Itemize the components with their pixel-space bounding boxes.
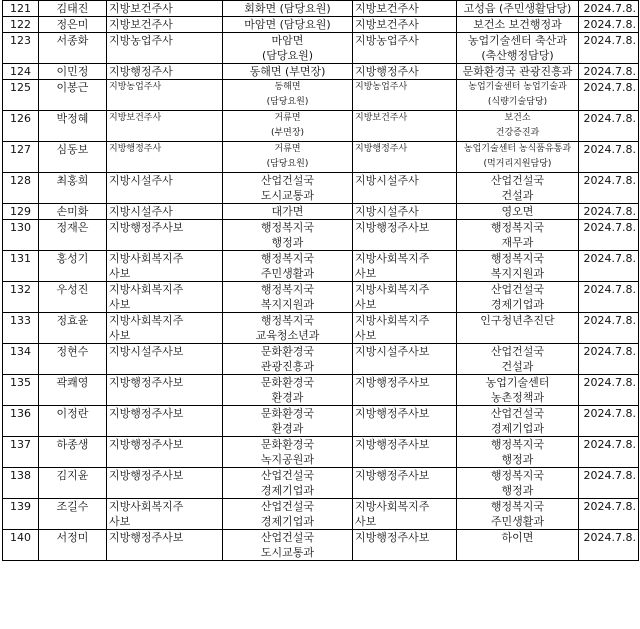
cell-new-post: [457, 17, 579, 33]
cell-current-rank: [107, 437, 223, 468]
cell-line: 지방행정주사: [109, 144, 162, 154]
cell-current-post: [223, 406, 353, 437]
cell-line: 행정복지국: [490, 252, 545, 265]
cell-line: 산업건설국: [490, 345, 545, 358]
cell-current-post: [223, 530, 353, 561]
cell-name: 조길수: [39, 499, 107, 530]
cell-new-post: [457, 468, 579, 499]
cell-current-post: [223, 220, 353, 251]
table-row: [3, 142, 639, 173]
cell-line: 지방행정주사: [355, 65, 419, 78]
cell-new-post: [457, 251, 579, 282]
cell-current-post: [223, 17, 353, 33]
cell-line: 지방행정주사보: [355, 531, 430, 544]
cell-line: 지방농업주사: [109, 34, 173, 47]
cell-current-rank: [107, 530, 223, 561]
cell-line: 지방보건주사: [355, 18, 419, 31]
cell-line: 건설과: [501, 360, 534, 373]
cell-number: 137: [3, 437, 39, 468]
cell-name: 정재은: [39, 220, 107, 251]
table-row: [3, 282, 639, 313]
cell-line: 지방시설주사: [355, 174, 419, 187]
cell-line: 사보: [109, 329, 131, 342]
cell-line: 영오면: [501, 205, 534, 218]
cell-line: (부면장): [270, 128, 305, 138]
cell-line: 주민생활과: [490, 515, 545, 528]
cell-new-rank: [353, 251, 457, 282]
cell-line: 행정복지국: [490, 500, 545, 513]
cell-line: 농업기술센터 축산과: [467, 34, 568, 47]
cell-line: 산업건설국: [260, 469, 315, 482]
cell-line: 행정복지국: [260, 252, 315, 265]
cell-current-rank: [107, 33, 223, 64]
table-row: [3, 173, 639, 204]
cell-line: 건강증진과: [495, 128, 540, 138]
cell-number: 121: [3, 1, 39, 17]
cell-line: 사보: [355, 267, 377, 280]
cell-number: 127: [3, 142, 39, 173]
cell-number: 133: [3, 313, 39, 344]
cell-line: 지방보건주사: [109, 113, 162, 123]
table-row: [3, 437, 639, 468]
cell-current-post: [223, 111, 353, 142]
cell-current-post: [223, 80, 353, 111]
cell-new-rank: [353, 204, 457, 220]
cell-line: 복지지원과: [260, 298, 315, 311]
cell-line: 보건소: [504, 113, 531, 123]
cell-line: 농업기술센터 농식품유통과: [463, 144, 572, 154]
cell-date: 2024.7.8.: [579, 204, 639, 220]
cell-number: 134: [3, 344, 39, 375]
cell-line: 관광진흥과: [260, 360, 315, 373]
cell-date: 2024.7.8.: [579, 80, 639, 111]
cell-new-rank: [353, 499, 457, 530]
cell-current-rank: [107, 282, 223, 313]
cell-line: 문화환경국 관광진흥과: [462, 65, 573, 78]
cell-line: 사보: [109, 515, 131, 528]
cell-line: 산업건설국: [260, 174, 315, 187]
cell-number: 132: [3, 282, 39, 313]
cell-line: 지방행정주사보: [355, 469, 430, 482]
cell-date: 2024.7.8.: [579, 375, 639, 406]
cell-line: 경제기업과: [260, 515, 315, 528]
cell-number: 138: [3, 468, 39, 499]
cell-line: 지방사회복지주: [355, 283, 430, 296]
cell-name: 정현수: [39, 344, 107, 375]
cell-line: 지방행정주사보: [109, 376, 184, 389]
cell-new-post: [457, 406, 579, 437]
cell-current-post: [223, 173, 353, 204]
cell-current-rank: [107, 142, 223, 173]
cell-new-post: [457, 173, 579, 204]
cell-new-rank: [353, 530, 457, 561]
cell-name: 이봉근: [39, 80, 107, 111]
cell-line: 마암면 (담당요원): [244, 18, 331, 31]
cell-new-rank: [353, 33, 457, 64]
table-row: [3, 33, 639, 64]
cell-line: 행정과: [271, 236, 304, 249]
cell-name: 김태진: [39, 1, 107, 17]
cell-new-post: [457, 142, 579, 173]
cell-line: (먹거리지원담당): [483, 159, 552, 169]
cell-new-rank: [353, 111, 457, 142]
cell-line: 지방행정주사: [355, 144, 408, 154]
cell-line: 재무과: [501, 236, 534, 249]
cell-line: 동해면: [274, 82, 301, 92]
cell-line: 행정복지국: [490, 438, 545, 451]
table-row: [3, 80, 639, 111]
table-row: [3, 220, 639, 251]
cell-new-post: [457, 204, 579, 220]
cell-current-rank: [107, 17, 223, 33]
cell-current-rank: [107, 64, 223, 80]
cell-date: 2024.7.8.: [579, 530, 639, 561]
cell-date: 2024.7.8.: [579, 220, 639, 251]
cell-date: 2024.7.8.: [579, 437, 639, 468]
cell-line: 산업건설국: [490, 174, 545, 187]
cell-line: 경제기업과: [490, 298, 545, 311]
cell-line: 사보: [355, 298, 377, 311]
cell-current-rank: [107, 313, 223, 344]
cell-new-post: [457, 530, 579, 561]
cell-name: 정은미: [39, 17, 107, 33]
cell-line: 행정복지국: [490, 469, 545, 482]
cell-line: 산업건설국: [260, 500, 315, 513]
cell-line: 지방보건주사: [355, 113, 408, 123]
cell-new-rank: [353, 375, 457, 406]
cell-date: 2024.7.8.: [579, 173, 639, 204]
cell-line: (축산행정담당): [481, 49, 554, 62]
cell-number: 126: [3, 111, 39, 142]
cell-current-rank: [107, 220, 223, 251]
cell-current-post: [223, 499, 353, 530]
cell-new-post: [457, 80, 579, 111]
cell-line: 거류면: [274, 144, 301, 154]
cell-line: 마암면: [271, 34, 304, 47]
cell-line: 지방보건주사: [109, 18, 173, 31]
cell-line: 도시교통과: [260, 189, 315, 202]
cell-new-rank: [353, 344, 457, 375]
cell-new-rank: [353, 173, 457, 204]
cell-line: 지방농업주사: [355, 34, 419, 47]
cell-new-post: [457, 499, 579, 530]
cell-line: 보건소 보건행정과: [473, 18, 562, 31]
cell-current-rank: [107, 251, 223, 282]
table-row: [3, 375, 639, 406]
table-row: [3, 204, 639, 220]
cell-new-post: [457, 344, 579, 375]
cell-line: 문화환경국: [260, 376, 315, 389]
cell-name: 최홍희: [39, 173, 107, 204]
cell-number: 140: [3, 530, 39, 561]
cell-line: (담당요원): [266, 97, 309, 107]
cell-date: 2024.7.8.: [579, 17, 639, 33]
cell-number: 135: [3, 375, 39, 406]
cell-current-post: [223, 1, 353, 17]
cell-line: 사보: [355, 515, 377, 528]
table-body: [3, 1, 639, 561]
cell-number: 128: [3, 173, 39, 204]
cell-line: 산업건설국: [260, 531, 315, 544]
cell-number: 136: [3, 406, 39, 437]
table-row: [3, 468, 639, 499]
cell-line: 산업건설국: [490, 283, 545, 296]
cell-date: 2024.7.8.: [579, 282, 639, 313]
cell-line: 도시교통과: [260, 546, 315, 559]
cell-number: 125: [3, 80, 39, 111]
cell-name: 서정미: [39, 530, 107, 561]
cell-line: 지방농업주사: [109, 82, 162, 92]
cell-line: 지방시설주사보: [109, 345, 184, 358]
cell-line: 지방행정주사보: [109, 438, 184, 451]
cell-new-rank: [353, 220, 457, 251]
cell-date: 2024.7.8.: [579, 111, 639, 142]
table-row: [3, 344, 639, 375]
cell-line: 지방시설주사: [109, 205, 173, 218]
cell-date: 2024.7.8.: [579, 406, 639, 437]
cell-current-rank: [107, 204, 223, 220]
table-row: [3, 17, 639, 33]
cell-line: 회화면 (담당요원): [244, 2, 331, 15]
cell-line: 지방사회복지주: [355, 314, 430, 327]
cell-line: 건설과: [501, 189, 534, 202]
cell-line: 동해면 (부면장): [249, 65, 326, 78]
cell-line: 하이면: [501, 531, 534, 544]
cell-new-post: [457, 64, 579, 80]
cell-current-post: [223, 375, 353, 406]
cell-current-post: [223, 64, 353, 80]
cell-line: 행정복지국: [260, 283, 315, 296]
cell-line: 복지지원과: [490, 267, 545, 280]
table-row: [3, 406, 639, 437]
cell-current-rank: [107, 344, 223, 375]
table-row: [3, 499, 639, 530]
cell-line: 지방보건주사: [109, 2, 173, 15]
cell-name: 정효윤: [39, 313, 107, 344]
cell-current-rank: [107, 1, 223, 17]
cell-current-post: [223, 282, 353, 313]
cell-date: 2024.7.8.: [579, 344, 639, 375]
cell-new-post: [457, 282, 579, 313]
cell-line: 지방행정주사보: [355, 407, 430, 420]
cell-line: 지방행정주사보: [355, 221, 430, 234]
cell-line: 지방보건주사: [355, 2, 419, 15]
cell-new-post: [457, 111, 579, 142]
cell-new-rank: [353, 437, 457, 468]
cell-name: 심동보: [39, 142, 107, 173]
cell-name: 우성진: [39, 282, 107, 313]
cell-name: 박정혜: [39, 111, 107, 142]
cell-current-post: [223, 437, 353, 468]
cell-number: 131: [3, 251, 39, 282]
cell-new-rank: [353, 1, 457, 17]
cell-line: 산업건설국: [490, 407, 545, 420]
cell-number: 130: [3, 220, 39, 251]
table-row: [3, 530, 639, 561]
cell-line: 지방행정주사보: [109, 407, 184, 420]
cell-line: 지방사회복지주: [355, 252, 430, 265]
cell-new-rank: [353, 142, 457, 173]
cell-current-post: [223, 204, 353, 220]
cell-current-post: [223, 142, 353, 173]
cell-line: (담당요원): [261, 49, 314, 62]
cell-current-rank: [107, 375, 223, 406]
cell-number: 129: [3, 204, 39, 220]
cell-line: 지방사회복지주: [109, 283, 184, 296]
cell-line: 지방행정주사보: [355, 376, 430, 389]
cell-new-post: [457, 375, 579, 406]
cell-name: 김지윤: [39, 468, 107, 499]
cell-line: 고성읍 (주민생활담당): [463, 2, 572, 15]
cell-line: 사보: [109, 267, 131, 280]
cell-line: 지방시설주사: [109, 174, 173, 187]
cell-name: 곽쾌영: [39, 375, 107, 406]
cell-new-rank: [353, 17, 457, 33]
table-row: [3, 64, 639, 80]
cell-number: 122: [3, 17, 39, 33]
cell-new-rank: [353, 468, 457, 499]
cell-current-rank: [107, 173, 223, 204]
cell-line: 농촌정책과: [490, 391, 545, 404]
cell-line: 환경과: [271, 422, 304, 435]
cell-date: 2024.7.8.: [579, 64, 639, 80]
cell-line: 경제기업과: [490, 422, 545, 435]
cell-line: 거류면: [274, 113, 301, 123]
cell-number: 139: [3, 499, 39, 530]
cell-name: 하종생: [39, 437, 107, 468]
cell-line: 지방농업주사: [355, 82, 408, 92]
cell-date: 2024.7.8.: [579, 33, 639, 64]
cell-line: 주민생활과: [260, 267, 315, 280]
cell-line: 환경과: [271, 391, 304, 404]
cell-line: 대가면: [271, 205, 304, 218]
cell-line: 지방행정주사보: [109, 221, 184, 234]
cell-date: 2024.7.8.: [579, 142, 639, 173]
cell-line: (식량기술담당): [487, 97, 548, 107]
cell-new-rank: [353, 64, 457, 80]
cell-new-rank: [353, 80, 457, 111]
cell-line: 녹지공원과: [260, 453, 315, 466]
cell-line: 지방행정주사: [109, 65, 173, 78]
table-row: [3, 1, 639, 17]
cell-current-rank: [107, 80, 223, 111]
cell-line: 지방사회복지주: [109, 500, 184, 513]
cell-date: 2024.7.8.: [579, 251, 639, 282]
cell-line: 문화환경국: [260, 438, 315, 451]
cell-new-rank: [353, 406, 457, 437]
cell-name: 서종화: [39, 33, 107, 64]
cell-line: 농업기술센터 농업기술과: [468, 82, 567, 92]
cell-line: 행정복지국: [260, 314, 315, 327]
cell-name: 이민정: [39, 64, 107, 80]
cell-line: 행정과: [501, 453, 534, 466]
table-row: [3, 313, 639, 344]
cell-line: 행정과: [501, 484, 534, 497]
cell-date: 2024.7.8.: [579, 468, 639, 499]
cell-number: 124: [3, 64, 39, 80]
cell-current-post: [223, 468, 353, 499]
cell-line: (담당요원): [266, 159, 309, 169]
cell-new-post: [457, 220, 579, 251]
cell-new-post: [457, 313, 579, 344]
cell-line: 지방사회복지주: [109, 252, 184, 265]
cell-new-post: [457, 437, 579, 468]
cell-new-post: [457, 33, 579, 64]
table-row: [3, 111, 639, 142]
cell-line: 지방행정주사보: [109, 469, 184, 482]
personnel-table: [2, 0, 639, 561]
cell-current-rank: [107, 111, 223, 142]
cell-current-rank: [107, 468, 223, 499]
cell-new-post: [457, 1, 579, 17]
cell-line: 교육청소년과: [255, 329, 320, 342]
cell-current-post: [223, 313, 353, 344]
cell-date: 2024.7.8.: [579, 1, 639, 17]
cell-line: 행정복지국: [490, 221, 545, 234]
cell-date: 2024.7.8.: [579, 313, 639, 344]
cell-line: 지방행정주사보: [355, 438, 430, 451]
cell-line: 지방사회복지주: [355, 500, 430, 513]
cell-new-rank: [353, 313, 457, 344]
table-row: [3, 251, 639, 282]
cell-current-rank: [107, 499, 223, 530]
cell-new-rank: [353, 282, 457, 313]
cell-current-post: [223, 251, 353, 282]
cell-current-rank: [107, 406, 223, 437]
cell-line: 문화환경국: [260, 407, 315, 420]
cell-line: 지방시설주사보: [355, 345, 430, 358]
cell-line: 지방시설주사: [355, 205, 419, 218]
cell-line: 문화환경국: [260, 345, 315, 358]
cell-current-post: [223, 33, 353, 64]
cell-line: 사보: [109, 298, 131, 311]
cell-line: 사보: [355, 329, 377, 342]
cell-line: 지방행정주사보: [109, 531, 184, 544]
cell-line: 지방사회복지주: [109, 314, 184, 327]
cell-name: 이정란: [39, 406, 107, 437]
cell-line: 인구청년추진단: [480, 314, 555, 327]
cell-name: 홍성기: [39, 251, 107, 282]
cell-name: 손미화: [39, 204, 107, 220]
cell-line: 농업기술센터: [485, 376, 550, 389]
cell-line: 행정복지국: [260, 221, 315, 234]
cell-current-post: [223, 344, 353, 375]
cell-date: 2024.7.8.: [579, 499, 639, 530]
cell-line: 경제기업과: [260, 484, 315, 497]
cell-number: 123: [3, 33, 39, 64]
